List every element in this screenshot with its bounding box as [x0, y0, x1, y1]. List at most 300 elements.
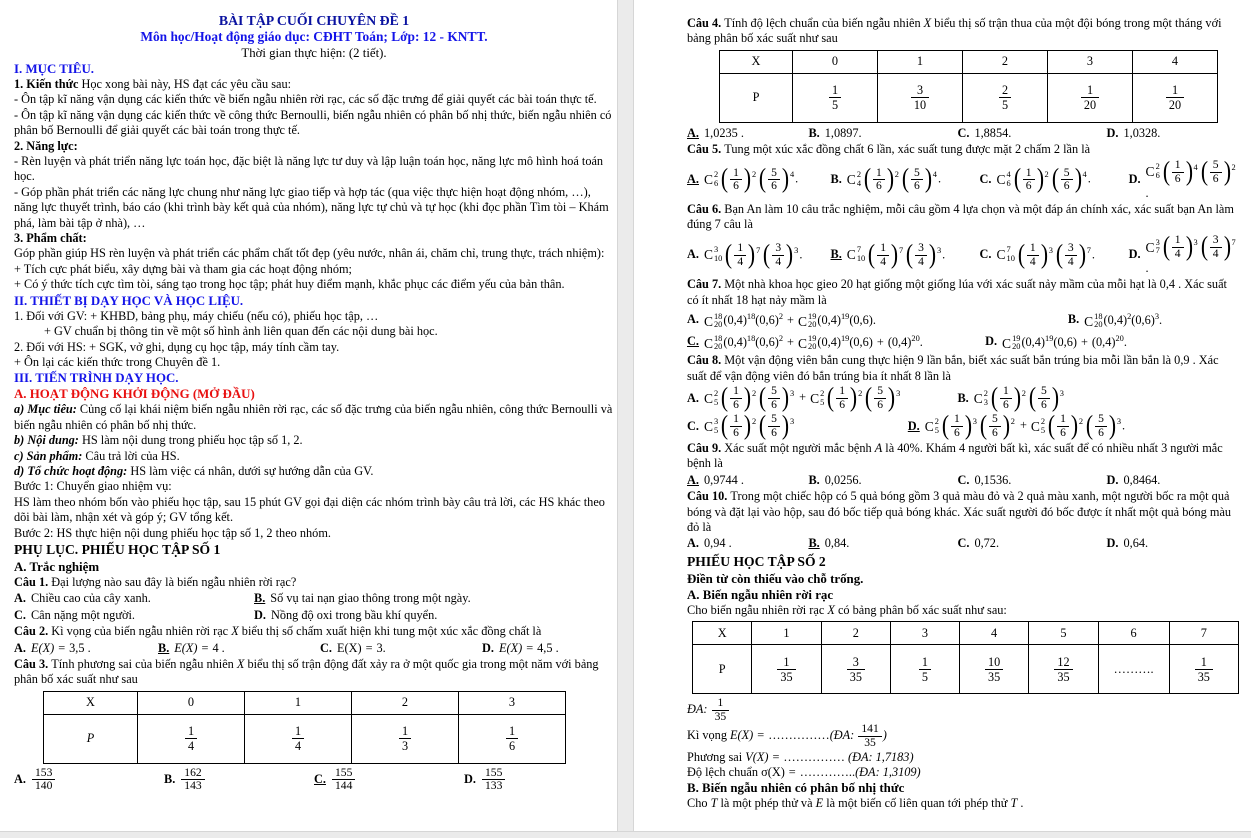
option-label: C.	[14, 607, 26, 622]
text-run: .	[1017, 796, 1024, 811]
option-label: D.	[907, 418, 920, 433]
paragraph	[14, 277, 614, 292]
fraction: 5 6	[989, 413, 1001, 439]
exponent: 7	[1086, 245, 1091, 255]
paren-power: $(0,4)^{20}$	[1091, 334, 1124, 350]
fraction: 1 6	[730, 167, 742, 193]
fraction: 5 6	[1038, 385, 1050, 411]
text-run: - Rèn luyện và phát triển năng lực toán học, đặc biệt là năng lực tư duy và lập luận toán học, năng lực mô hình hoá toán học.	[14, 154, 607, 184]
table-cell: 2	[352, 691, 459, 714]
math-var: X	[827, 602, 835, 617]
option	[830, 163, 980, 194]
formula	[703, 238, 803, 269]
table-cell: 4	[1133, 50, 1218, 73]
math-text: .	[937, 171, 942, 186]
paragraph	[14, 479, 614, 494]
sup-sub: 19 20	[1012, 333, 1021, 352]
text-run: Câu trả lời của HS.	[85, 448, 180, 463]
text-run: + Ôn lại các kiến thức trong Chuyên đề 1.	[14, 354, 221, 369]
table-head-cell: X	[720, 50, 793, 73]
text-run: Câu 2.	[14, 624, 52, 639]
text-run: Bạn An làm 10 câu trắc nghiệm, mỗi câu gồm 4 lựa chọn và một đáp án chính xác, xác suất bạn An làm đúng 7 câu là	[687, 202, 1237, 232]
option-label: D.	[482, 640, 494, 655]
text-run: Tung một xúc xắc đồng chất 6 lần, xác suất tung được mặt 2 chấm 2 lần là	[724, 142, 1091, 157]
paragraph	[687, 353, 1239, 384]
option	[14, 767, 164, 793]
option-label: C.	[687, 418, 699, 433]
math-var: T	[1010, 796, 1018, 811]
table-row	[693, 645, 1239, 694]
text-run: Câu 7.	[687, 277, 725, 292]
text-run: Củng cố lại khái niệm biến ngẫu nhiên rời rạc, các số đặc trưng của biến ngẫu nhiên, công thức Bernoulli và biến ngẫu nhiên có phân bố nhị thức.	[14, 402, 616, 432]
table-cell: 4	[959, 622, 1028, 645]
option-label: D.	[464, 772, 476, 787]
fraction: $\frac{162}{143}$	[181, 767, 204, 793]
paragraph	[687, 723, 1239, 749]
table-head-cell: P	[720, 73, 793, 122]
sup-sub: 2 4	[856, 170, 861, 188]
table-head-cell: P	[693, 645, 752, 694]
table-wrap	[719, 50, 1239, 123]
exponent: 19	[840, 334, 850, 344]
paragraph	[14, 464, 614, 479]
options-row	[687, 155, 1239, 201]
fraction: 3 4	[1210, 234, 1222, 260]
exponent: 18	[746, 334, 756, 344]
heading: PHIẾU HỌC TẬP SỐ 2	[687, 553, 826, 569]
option-label: C.	[979, 247, 992, 262]
fraction: $\frac{2}{5}$	[999, 83, 1011, 112]
text-run: có bảng phân bố xác suất như sau:	[834, 602, 1007, 617]
option	[464, 767, 614, 793]
paren-power: $(0,4)^2$	[1103, 312, 1132, 328]
table-cell	[459, 714, 566, 763]
formula	[174, 641, 224, 656]
formula	[703, 163, 799, 194]
option	[957, 536, 1106, 551]
option	[14, 641, 158, 656]
fraction: $\frac{1}{5}$	[829, 83, 841, 112]
math-var: E(X)	[174, 640, 198, 655]
table-cell	[959, 645, 1028, 694]
text-run: 1. Kiến thức	[14, 77, 82, 91]
combination-symbol: C 2 5	[1030, 416, 1046, 435]
exponent: 19	[1045, 334, 1054, 344]
text-run: Phương sai	[687, 749, 746, 764]
formula	[816, 796, 824, 810]
formula	[827, 603, 835, 617]
option-label: A.	[687, 125, 699, 140]
table-wrap	[43, 691, 614, 764]
formula	[846, 163, 942, 194]
paren-fraction: ( 3 4 ) 3	[906, 238, 942, 269]
text-run: Cho	[687, 796, 711, 811]
formula	[846, 238, 946, 269]
paren-power: (0,6)	[849, 335, 873, 350]
sup-sub: 18 20	[1094, 311, 1103, 330]
sup-sub: 19 20	[808, 333, 817, 352]
paragraph	[687, 142, 1239, 157]
option-label: C.	[957, 536, 970, 551]
fraction: 1 6	[1172, 159, 1184, 185]
sup-sub: 2 5	[820, 388, 825, 407]
paren-fraction: ( 1 6 ) 2	[721, 410, 757, 440]
table-head-cell: X	[44, 691, 138, 714]
paren-fraction: ( 5 6 ) 2	[979, 410, 1015, 440]
paragraph	[14, 495, 614, 526]
combination-symbol: C 7 10	[846, 245, 866, 264]
option	[985, 331, 1239, 352]
fraction: 1 4	[877, 242, 889, 268]
option	[907, 410, 1239, 440]
paragraph	[687, 750, 1239, 765]
paren-fraction: ( 3 4 ) 7	[1200, 230, 1236, 261]
fraction: 1 6	[873, 167, 885, 193]
formula	[331, 767, 356, 793]
probability-table	[43, 691, 566, 764]
option	[687, 309, 1068, 330]
option-label: D.	[1106, 125, 1119, 140]
text-run: 0,9744 .	[703, 472, 744, 487]
paren-fraction: ( 1 6 ) 2	[827, 382, 863, 412]
options-row	[687, 536, 1239, 551]
table-cell	[352, 714, 459, 763]
paren-power: $(0,4)^{20}$	[887, 334, 920, 350]
text-run: 3. Phẩm chất:	[14, 231, 87, 246]
math-text: +	[787, 335, 794, 350]
table-cell: 1	[878, 50, 963, 73]
page-2-column	[687, 16, 1239, 812]
text-run: 0,0256.	[824, 472, 862, 487]
table-cell: 2	[963, 50, 1048, 73]
option	[320, 641, 482, 656]
paragraph	[14, 355, 614, 370]
option	[1107, 473, 1239, 488]
paren-fraction: ( 1 6 ) 2	[721, 382, 757, 412]
combination-symbol: C 2 6	[703, 170, 719, 188]
fraction: 1 6	[730, 413, 742, 439]
table-cell	[752, 645, 821, 694]
text-run: (ĐA: 1,3109)	[855, 765, 921, 780]
text-run: Câu 3.	[14, 657, 52, 671]
option	[14, 608, 254, 623]
exponent: 2	[751, 389, 757, 398]
table-cell: 1	[245, 691, 352, 714]
paragraph	[14, 154, 614, 185]
exponent: 3	[972, 417, 977, 426]
fraction: $\frac{1}{20}$	[1081, 83, 1099, 112]
combination-symbol: C 2 3	[973, 388, 988, 407]
formula	[704, 331, 923, 352]
option-label: A.	[687, 311, 699, 326]
paragraph	[14, 526, 614, 541]
text-run: + Tích cực phát biểu, xây dựng bài và tham gia các hoạt động nhóm;	[14, 261, 352, 276]
exponent: 3	[936, 245, 942, 255]
sup-sub: 2 5	[713, 388, 719, 407]
text-run: Cân nặng một người.	[30, 607, 135, 622]
math-var: E(X)	[30, 640, 55, 655]
formula	[31, 767, 56, 793]
text-run: 0,72.	[974, 536, 1000, 551]
text-run: ……………	[768, 728, 830, 743]
paren-power: $(0,6)^2$	[755, 312, 784, 328]
option-label: B.	[1067, 311, 1080, 326]
options-row	[687, 309, 1239, 330]
option-label: A.	[14, 640, 26, 655]
fraction: $\frac{155}{144}$	[332, 767, 355, 793]
sup-sub: 2 5	[1040, 416, 1046, 435]
option-label: B.	[808, 472, 820, 487]
text-run: Nồng độ oxi trong bầu khí quyển.	[270, 607, 438, 622]
heading: BÀI TẬP CUỐI CHUYÊN ĐỀ 1	[218, 13, 410, 28]
table-cell: 0	[793, 50, 878, 73]
formula	[996, 238, 1095, 269]
paren-fraction: ( 5 6 ) 3	[759, 382, 795, 412]
exponent: 2	[1078, 417, 1084, 426]
fraction: 1 6	[730, 385, 742, 411]
math-text: .	[919, 335, 923, 350]
paragraph	[14, 433, 614, 448]
text-run: Câu 1.	[14, 574, 52, 589]
math-text: .	[1145, 260, 1149, 275]
math-var: E(X)	[730, 728, 754, 743]
option-label: A.	[687, 390, 699, 405]
text-run: biểu thị số chấm xuất hiện khi tung một xúc xắc đồng chất là	[238, 624, 542, 639]
heading: III. TIẾN TRÌNH DẠY HỌC.	[14, 371, 179, 386]
fraction: $\frac{1}{4}$	[185, 724, 197, 753]
combination-symbol: C 2 5	[924, 416, 939, 435]
math-text: =	[365, 640, 373, 655]
exponent: 20	[911, 334, 920, 344]
math-text: .	[795, 171, 799, 186]
math-text: 4 .	[212, 640, 225, 655]
heading: II. THIẾT BỊ DẠY HỌC VÀ HỌC LIỆU.	[14, 293, 244, 308]
combination-symbol: C 3 5	[703, 416, 719, 435]
text-run: Học xong bài này, HS đạt các yêu cầu sau:	[81, 77, 292, 91]
text-run: Đại lượng nào sau đây là biến ngẫu nhiên rời rạc?	[51, 574, 297, 589]
math-text: .	[1087, 171, 1091, 186]
exponent: 2	[751, 417, 757, 426]
paren-fraction: ( 1 6 ) 2	[990, 382, 1026, 412]
paragraph	[687, 796, 1239, 811]
text-run: HS làm theo nhóm bốn vào phiếu học tập, sau 15 phút GV gọi đại diện các nhóm trình bày câu trả lời, các HS khác theo dõi bài làm, nhận xét và góp ý; GV tổng kết.	[14, 494, 609, 525]
exponent: 2	[778, 312, 784, 322]
formula	[703, 382, 901, 412]
math-var: E	[815, 796, 824, 811]
paren-power: $(0,4)^{19}$	[817, 312, 850, 328]
exponent: 7	[756, 245, 761, 255]
paragraph	[687, 277, 1239, 308]
paren-fraction: ( 5 6 ) 3	[1085, 410, 1122, 440]
text-run: Độ lệch chuẩn	[687, 765, 762, 780]
fraction: 5 6	[768, 167, 780, 193]
fraction: 1 4	[734, 242, 746, 268]
text-run: biểu thị số trận thua của một đội bóng trong một tháng với bảng phân bố xác suất như sau	[687, 16, 1225, 46]
combination-symbol: C 2 5	[703, 388, 719, 407]
text-run: Tính độ lệch chuẩn của biến ngẫu nhiên	[724, 16, 924, 30]
text-run: Số vụ tai nạn giao thông trong một ngày.	[270, 591, 471, 606]
text-run: a) Mục tiêu:	[14, 402, 80, 417]
table-cell: 6	[1098, 622, 1169, 645]
math-var: X	[923, 16, 932, 30]
fraction: $\frac{153}{140}$	[32, 767, 55, 793]
math-text: .	[942, 246, 946, 261]
paragraph	[14, 108, 614, 139]
exponent: 18	[746, 312, 756, 322]
text-run: + Có ý thức tích cực tìm tòi, sáng tạo trong học tập; phát huy điểm mạnh, khắc phục các điểm yếu của bản thân.	[14, 277, 565, 292]
exponent: 3	[1154, 312, 1160, 322]
formula	[1145, 230, 1239, 276]
formula	[337, 641, 386, 656]
fraction: $\frac{1}{6}$	[506, 724, 518, 753]
paren-power: $(0,6)^2$	[755, 334, 784, 350]
option	[830, 238, 980, 269]
formula	[703, 410, 795, 440]
table-cell	[878, 73, 963, 122]
exponent: 2	[1021, 389, 1026, 398]
paren-power: $(0,6)^3$	[1131, 312, 1160, 328]
option-label: D.	[1128, 172, 1141, 187]
table-row	[720, 50, 1218, 73]
formula	[231, 624, 239, 638]
exponent: 2	[1127, 312, 1132, 322]
combination-symbol: C 7 10	[996, 245, 1015, 264]
option-label: A.	[687, 536, 699, 551]
paren-fraction: ( 5 6 ) 4	[759, 163, 795, 194]
formula	[745, 750, 783, 764]
text-run: 0,1536.	[974, 472, 1012, 487]
option-label: B.	[830, 247, 842, 262]
paragraph	[687, 765, 1239, 780]
option	[164, 767, 314, 793]
math-text: .	[799, 246, 803, 261]
fraction: 1 6	[836, 385, 848, 411]
fraction: 1 6	[1057, 413, 1069, 439]
text-run: Chiều cao của cây xanh.	[30, 591, 151, 606]
fraction: 5 6	[874, 385, 886, 411]
formula	[180, 767, 205, 793]
combination-symbol: C 18 20	[1084, 311, 1103, 330]
paren-fraction: ( 1 6 ) 2	[863, 163, 899, 194]
paragraph	[14, 92, 614, 107]
option	[482, 641, 614, 656]
fraction: 5 6	[911, 167, 923, 193]
option	[808, 473, 957, 488]
combination-symbol: C 3 10	[703, 245, 723, 264]
paren-power: $(0,4)^{19}$	[1021, 334, 1054, 350]
formula	[857, 722, 882, 750]
option-label: B.	[158, 640, 170, 655]
table-head-cell: X	[693, 622, 752, 645]
sup-sub: 18 20	[713, 311, 723, 330]
exponent: 4	[789, 170, 795, 180]
options-row	[687, 410, 1239, 440]
formula	[499, 641, 559, 656]
option	[687, 382, 957, 412]
table-cell: 7	[1169, 622, 1238, 645]
math-text: +	[787, 313, 794, 328]
text-run: 1,0235 .	[703, 125, 744, 140]
table-cell	[963, 73, 1048, 122]
heading: PHỤ LỤC. PHIẾU HỌC TẬP SỐ 1	[14, 541, 221, 557]
text-run: là một phép thử và	[717, 796, 816, 811]
text-run: 2. Đối với HS: + SGK, vở ghi, dụng cụ học tập, máy tính cầm tay.	[14, 339, 340, 354]
paragraph	[14, 449, 614, 464]
formula	[31, 641, 91, 656]
option	[1128, 155, 1239, 201]
option-label: A.	[687, 247, 699, 262]
exponent: 2	[1044, 170, 1049, 180]
fraction: $\frac{12}{35}$	[1054, 655, 1072, 684]
table-cell	[1133, 73, 1218, 122]
math-text: .	[872, 313, 876, 328]
text-run: d) Tổ chức hoạt động:	[14, 463, 131, 478]
paragraph	[687, 16, 1239, 47]
combination-symbol: C 19 20	[797, 333, 817, 352]
fraction: $\frac{1}{35}$	[1195, 655, 1213, 684]
text-run: biểu thị số trận động đất xảy ra ở một quốc gia trong một năm với bảng phân bố xác suất như sau	[14, 657, 602, 687]
option-label: B.	[164, 772, 176, 787]
option	[1107, 126, 1239, 141]
text-run: 1,0897.	[824, 125, 862, 140]
paren-power: $(0,4)^{19}$	[817, 334, 850, 350]
text-run: 0,64.	[1123, 536, 1149, 551]
fraction: 1 6	[951, 413, 963, 439]
combination-symbol: C 4 6	[996, 170, 1011, 188]
option-label: B.	[957, 390, 969, 405]
option	[14, 591, 254, 606]
sup-sub: 3 5	[713, 416, 719, 435]
option	[687, 331, 985, 352]
formula	[1002, 331, 1127, 352]
option	[808, 536, 957, 551]
table-row	[693, 622, 1239, 645]
combination-symbol: C 2 6	[1145, 162, 1160, 181]
paragraph	[14, 246, 614, 261]
heading: B. Biến ngẫu nhiên có phân bố nhị thức	[687, 781, 905, 796]
paragraph	[14, 231, 614, 246]
option	[957, 126, 1106, 141]
fraction: 1 4	[1027, 242, 1039, 268]
option-label: B.	[808, 536, 820, 551]
option	[254, 591, 614, 606]
option	[1068, 309, 1239, 330]
formula	[730, 728, 768, 742]
table-cell: 3	[459, 691, 566, 714]
text-run: 0,8464.	[1123, 472, 1161, 487]
exponent: 7	[1231, 237, 1236, 247]
option-label: A.	[14, 591, 26, 606]
text-run: Tính phương sai của biến ngẫu nhiên	[51, 657, 237, 671]
combination-symbol: C 2 4	[846, 170, 861, 188]
paragraph	[14, 324, 614, 339]
paren-fraction: ( 5 6 ) 4	[1051, 163, 1087, 194]
paragraph	[687, 441, 1239, 472]
paren-power: (0,6)	[849, 313, 873, 328]
option-label: C.	[314, 772, 326, 787]
fraction: 3 4	[772, 242, 784, 268]
option-label: A.	[14, 772, 26, 787]
text-run: là 40%. Khám 4 người bất kì, xác suất để có nhiều nhất 3 người mắc bệnh là	[687, 441, 1226, 471]
option	[1107, 536, 1239, 551]
exponent: 2	[858, 389, 863, 398]
fraction: 5 6	[768, 413, 780, 439]
option-label: B.	[808, 125, 820, 140]
math-text: +	[1019, 418, 1027, 433]
option-label: C.	[979, 172, 992, 187]
text-run: 1. Đối với GV: + KHBD, bảng phụ, máy chiếu (nếu có), phiếu học tập, …	[14, 308, 379, 323]
heading: A. HOẠT ĐỘNG KHỞI ĐỘNG (MỞ ĐẦU)	[14, 387, 255, 402]
